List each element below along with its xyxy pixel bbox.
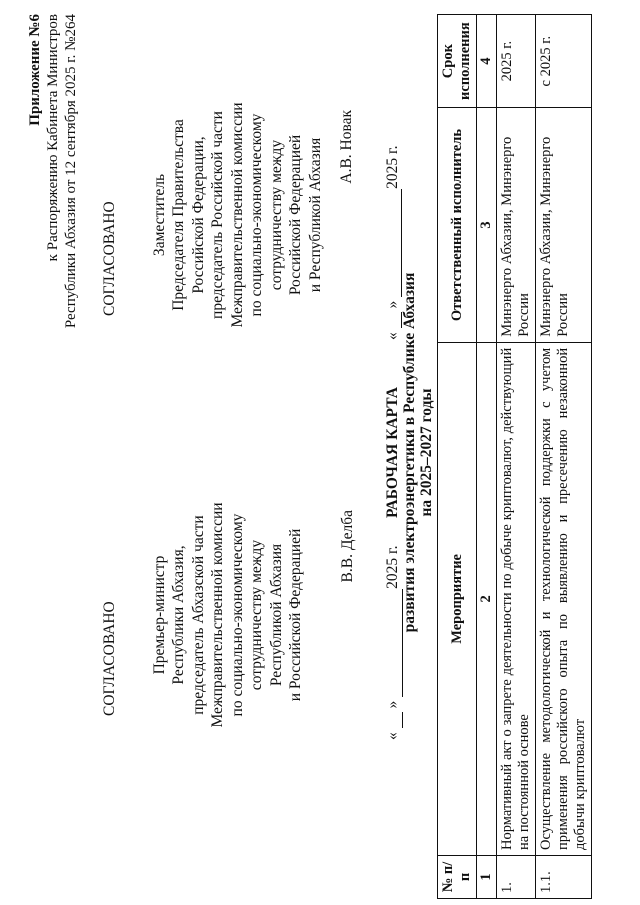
approval-line: Премьер-министр bbox=[150, 555, 168, 675]
header-action: Мероприятие bbox=[438, 342, 477, 855]
row-number: 1. bbox=[497, 855, 536, 898]
table-row bbox=[536, 15, 592, 899]
date-year: 2025 г. bbox=[384, 545, 401, 589]
row-number: 1.1. bbox=[536, 855, 592, 898]
approval-line: сотрудничеству между bbox=[248, 539, 265, 691]
header-number: № п/п bbox=[438, 855, 477, 898]
date-quote-close: » bbox=[384, 700, 401, 709]
approval-line: и Российской Федерацией bbox=[287, 528, 304, 702]
title-line-1: РАБОЧАЯ КАРТА bbox=[384, 387, 401, 518]
column-number: 3 bbox=[477, 108, 497, 343]
document-title bbox=[384, 0, 435, 905]
column-number: 1 bbox=[477, 855, 497, 898]
title-line-2: развития электроэнергетики в Республике Абхазия bbox=[401, 272, 418, 633]
column-number-row bbox=[477, 15, 497, 899]
appendix-title: Приложение №6 bbox=[27, 14, 43, 126]
approval-line: Республикой Абхазия bbox=[267, 543, 285, 687]
header-responsible: Ответственный исполнитель bbox=[438, 108, 477, 343]
approval-block-abkhazia bbox=[100, 490, 403, 740]
appendix-line-2: Республики Абхазия от 12 сентября 2025 г. №264 bbox=[63, 14, 79, 329]
approval-line: Российской Федерацией bbox=[287, 134, 304, 296]
title-line-3: на 2025–2027 годы bbox=[418, 388, 435, 517]
approval-line: по социально-экономическому bbox=[248, 113, 265, 317]
signatory-name: В.В. Делба bbox=[338, 510, 356, 583]
appendix-line-1: к Распоряжению Кабинета Министров bbox=[45, 14, 61, 262]
approval-line: председатель Абхазской части bbox=[189, 515, 207, 715]
approval-line: Межправительственной комиссии bbox=[209, 502, 226, 728]
column-number: 2 bbox=[477, 342, 497, 855]
row-responsible: Минэнерго Абхазии, Минэнерго России bbox=[536, 108, 592, 343]
date-quote-open: « bbox=[384, 732, 401, 740]
date-quote-open: « bbox=[383, 332, 401, 340]
date-quote-close: » bbox=[383, 300, 401, 309]
approval-line: Российской Федерации, bbox=[189, 136, 207, 294]
work-plan-table bbox=[437, 14, 592, 899]
row-term: 2025 г. bbox=[497, 15, 536, 108]
approval-line: сотрудничеству между bbox=[267, 139, 285, 291]
column-number: 4 bbox=[477, 15, 497, 108]
appendix-header bbox=[26, 14, 80, 328]
approval-line: председатель Российской части bbox=[209, 111, 226, 319]
row-responsible: Минэнерго Абхазии, Минэнерго России bbox=[497, 108, 536, 343]
header-term: Срок исполнения bbox=[438, 15, 477, 108]
table-row bbox=[497, 15, 536, 899]
table-header-row bbox=[438, 15, 477, 899]
approval-block-russia bbox=[100, 90, 402, 340]
row-action: Осуществление методологической и технологической поддержки с учетом применения российского опыта по выявлению и пресечению незаконной добычи криптовалют bbox=[536, 342, 592, 855]
approval-line: Заместитель bbox=[150, 173, 168, 257]
signatory-name: А.В. Новак bbox=[338, 110, 355, 184]
approval-line: и Республикой Абхазия bbox=[306, 137, 324, 293]
approval-line: Республики Абхазия, bbox=[170, 545, 187, 685]
approval-heading: СОГЛАСОВАНО bbox=[101, 201, 118, 316]
approval-line: Межправительственной комиссии bbox=[228, 102, 246, 328]
date-year: 2025 г. bbox=[383, 145, 401, 189]
row-term: с 2025 г. bbox=[536, 15, 592, 108]
approval-heading: СОГЛАСОВАНО bbox=[101, 601, 118, 716]
approval-line: Председателя Правительства bbox=[170, 119, 187, 311]
approval-line: по социально-экономическому bbox=[228, 513, 246, 717]
row-action: Нормативный акт о запрете деятельности по добыче криптовалют, действующий на постоянной основе bbox=[497, 342, 536, 855]
